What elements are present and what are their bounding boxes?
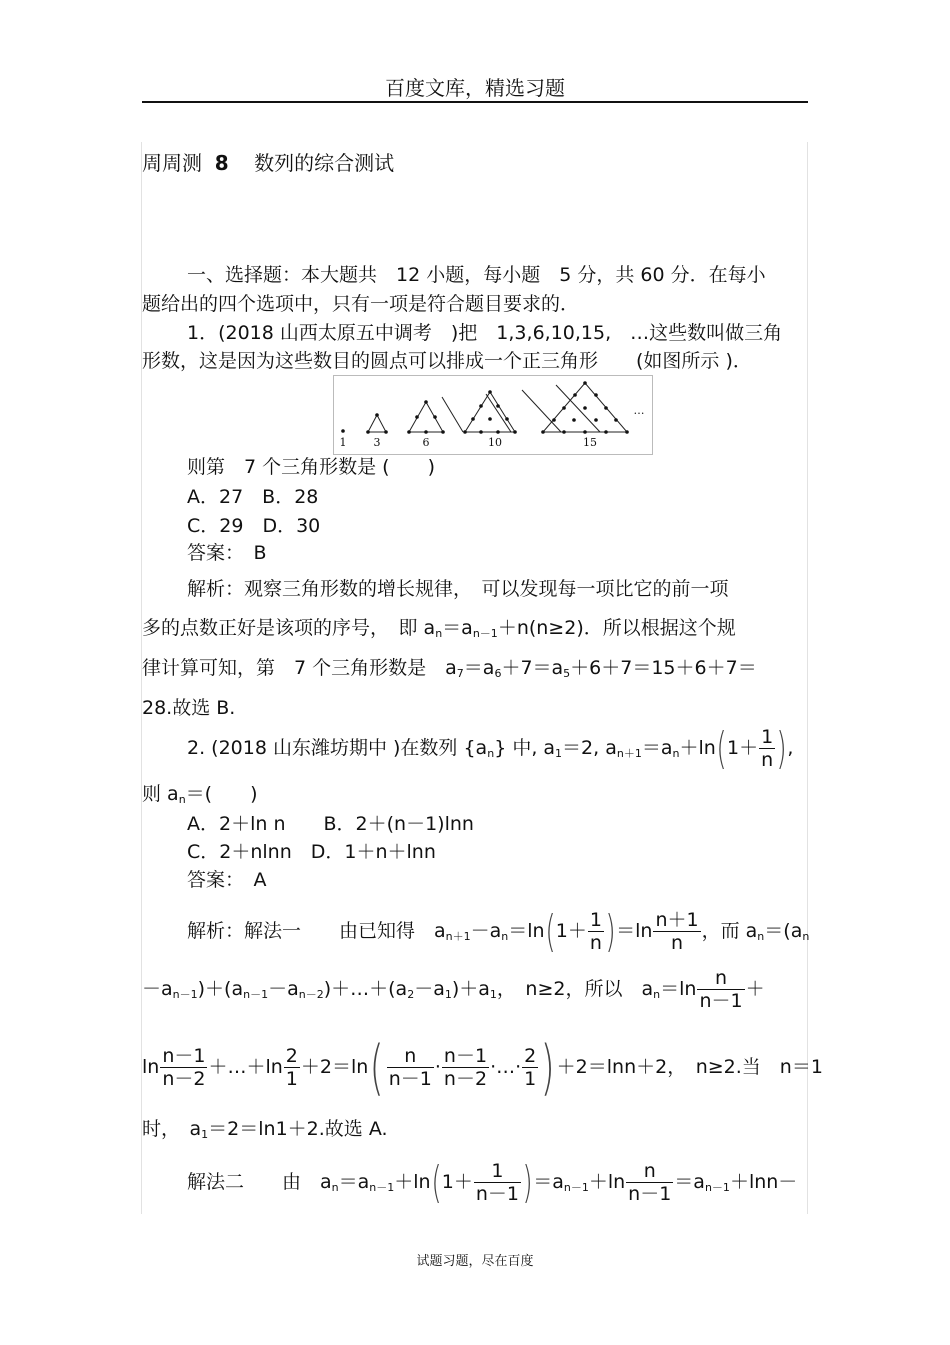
fig-label-6: 6 (422, 436, 430, 449)
section-intro-line1: 一、选择题：本大题共 12 小题，每小题 5 分，共 60 分．在每小 (187, 264, 766, 286)
q2-answer: 答案： A (187, 869, 267, 891)
q1-analysis-line2: 多的点数正好是该项的序号， 即 $a_n=a_{n-1}+n(n\ge 2)$．所以根据这个规 (142, 617, 736, 640)
q2-method1-line3: ln $\frac{n-1}{n-2}$ ＋…＋ln $\frac{2}{1}$ ＋2＝ln( $\frac{n}{n-1}$ · $\frac{n-1}{n-2}$ ·…· $\frac{2}{1}$ )＋2＝lnn＋2， n≥2.当 n＝1 (142, 1032, 823, 1103)
q2-stem: 2. (2018 山东潍坊期中 )在数列 $\{a_n\}$ 中, $a_1=2$, $a_{n+1}=a_n+\ln(1+$ $\frac{1}{n}$ ), (187, 722, 794, 774)
q2-method2-line1: 解法二 由 $a_n=a_{n-1}+\ln(1+$ $\frac{1}{n-1}$ )$=a_{n-1}+\ln$ $\frac{n}{n-1}$ $=a_{n-1}+\ln n-$ (187, 1156, 798, 1208)
page-header: 百度文库，精选习题 (385, 76, 565, 100)
q1-line2: 形数，这是因为这些数目的圆点可以排成一个正三角形 (如图所示 )． (142, 350, 752, 372)
page-footer: 试题习题，尽在百度 (416, 1254, 534, 1269)
fig-label-3: 3 (373, 436, 381, 449)
section-intro-line2: 题给出的四个选项中，只有一项是符合题目要求的． (142, 293, 580, 315)
q1-stem: 则第 7 个三角形数是 ( ) (187, 456, 435, 478)
header-rule (142, 101, 808, 103)
q2-method1-line4: 时， $a_1=2=\ln 1+2$.故选 A. (142, 1118, 388, 1141)
fig-label-15: 15 (583, 436, 597, 449)
q2-method1-line1: 解析：解法一 由已知得 $a_{n+1}-a_n=\ln(1+$ $\frac{1}{n}$ )＝ln $\frac{n+1}{n}$ ，而 $a_n=(a_n$ (187, 905, 810, 957)
fig-label-1: 1 (339, 436, 347, 449)
triangle-numbers-figure (333, 375, 653, 455)
fig-ellipsis: … (633, 404, 645, 417)
q1-analysis-line4: 28.故选 B. (142, 697, 236, 719)
q1-analysis-line3: 律计算可知，第 7 个三角形数是 $a_7=a_6+7=a_5+6+7=15+6+7=$ (142, 657, 757, 680)
q2-method1-line2: $-a_{n-1})+(a_{n-1}-a_{n-2})+\dots+(a_2-a_1)+a_1$， n≥2，所以 $a_n=\ln$ $\frac{n}{n-1}$ ＋ (142, 967, 765, 1012)
doc-title: 周周测 8 数列的综合测试 (142, 151, 395, 175)
q1-options-ab: A．27 B．28 (187, 486, 319, 508)
fraction-1-over-n: $\frac{1}{n}$ (761, 726, 774, 771)
q1-options-cd: C．29 D．30 (187, 515, 321, 537)
fig-label-10: 10 (488, 436, 502, 449)
q1-analysis-line1: 解析：观察三角形数的增长规律， 可以发现每一项比它的前一项 (187, 578, 729, 600)
triangle-dots-diagram (334, 376, 652, 454)
q2-options-cd: C．2＋nlnn D．1＋n＋lnn (187, 841, 436, 863)
q1-answer: 答案： B (187, 542, 267, 564)
q2-options-ab: A．2＋ln n B．2＋(n－1)lnn (187, 813, 474, 835)
q2-ask: 则 $a_n=$( ) (142, 783, 258, 806)
q1-line1: 1．(2018 山西太原五中调考 )把 1,3,6,10,15, …这些数叫做三角 (187, 322, 783, 344)
